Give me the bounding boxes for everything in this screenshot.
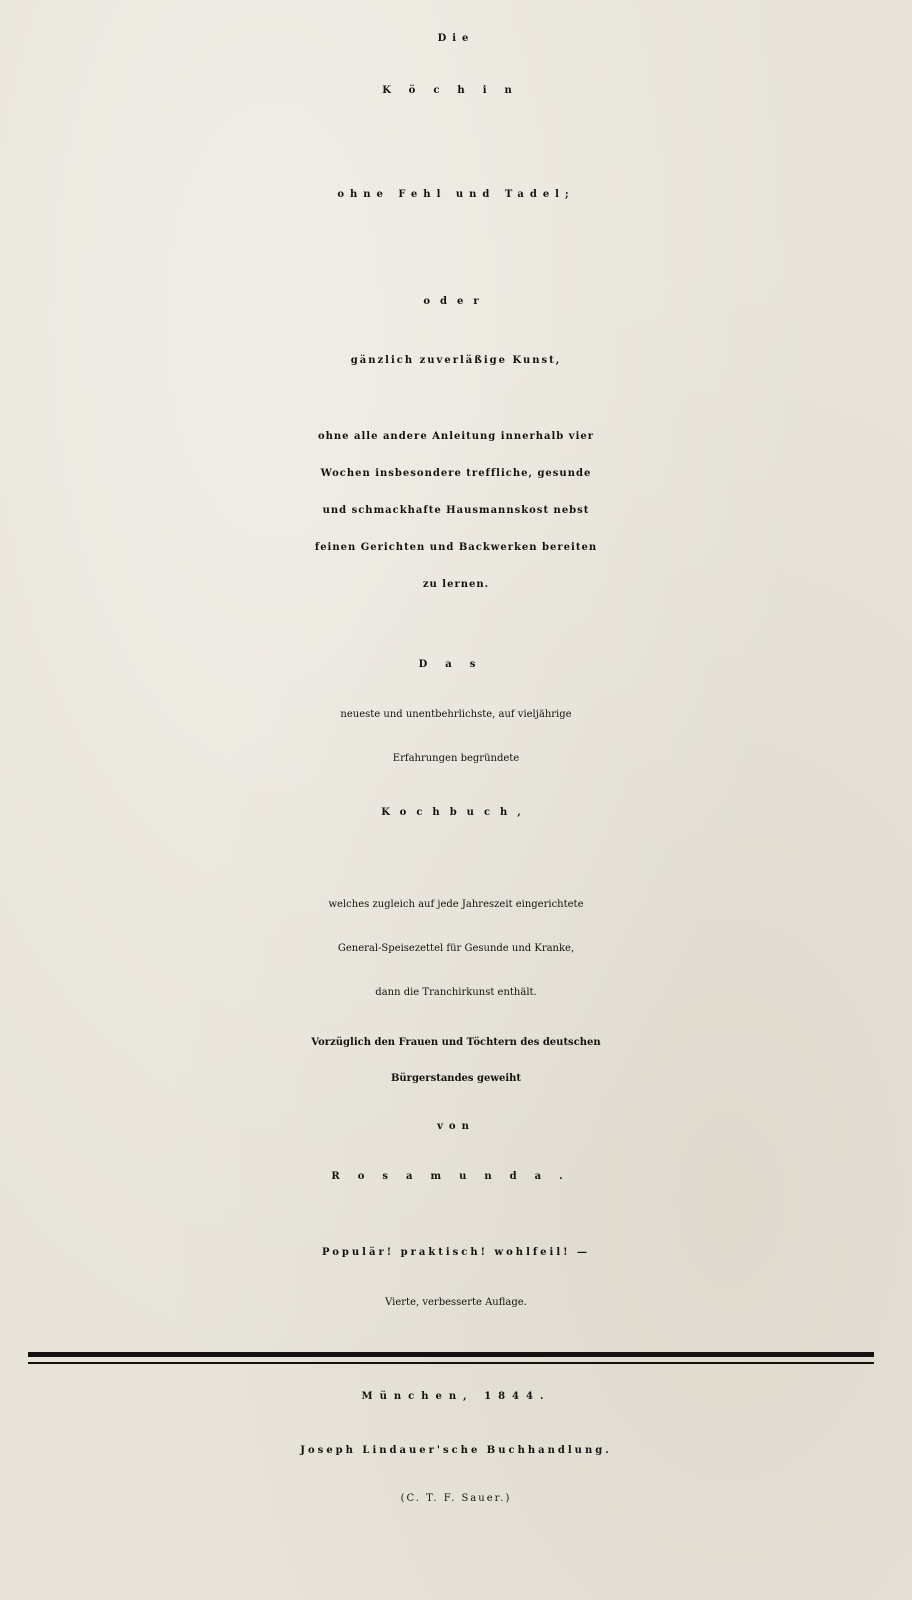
dedication-line-1: Vorzüglich den Frauen und Töchtern des deutschen [311,1037,601,1048]
connector-von: von [437,1121,475,1132]
divider-rule-thin [28,1362,874,1364]
motto: Populär! praktisch! wohlfeil! — [321,1247,591,1258]
contents-line-2: General-Speisezettel für Gesunde und Kranke, [337,943,575,954]
description-line-5: zu lernen. [422,579,490,590]
connector-das: Das [418,659,494,670]
kochbuch-intro-line-1: neueste und unentbehrlichste, auf vieljährige [340,709,572,720]
imprint-publisher: Joseph Lindauer'sche Buchhandlung. [300,1445,612,1456]
edition: Vierte, verbesserte Auflage. [385,1297,527,1308]
kochbuch-intro-line-2: Erfahrungen begründete [392,753,520,764]
title-koechin: Köchin [382,85,530,96]
divider-rule-thick [28,1352,874,1357]
imprint-place-year: München, 1844. [361,1391,551,1402]
author-name: Rosamunda. [331,1171,581,1182]
contents-line-3: dann die Tranchirkunst enthält. [375,987,537,998]
dedication-line-2: Bürgerstandes geweiht [390,1073,522,1084]
connector-oder: oder [423,296,489,307]
imprint-printer: (C. T. F. Sauer.) [400,1493,512,1504]
title-ohne-fehl: ohne Fehl und Tadel; [337,189,575,200]
contents-line-1: welches zugleich auf jede Jahreszeit eingerichtete [328,899,584,910]
description-line-2: Wochen insbesondere treffliche, gesunde [320,468,592,479]
description-line-4: feinen Gerichten und Backwerken bereiten [314,542,598,553]
title-kochbuch: Kochbuch, [381,807,531,818]
description-line-3: und schmackhafte Hausmannskost nebst [322,505,590,516]
title-die: Die [437,33,475,44]
description-line-1: ohne alle andere Anleitung innerhalb vier [317,431,595,442]
subtitle-kunst: gänzlich zuverläßige Kunst, [350,355,562,366]
